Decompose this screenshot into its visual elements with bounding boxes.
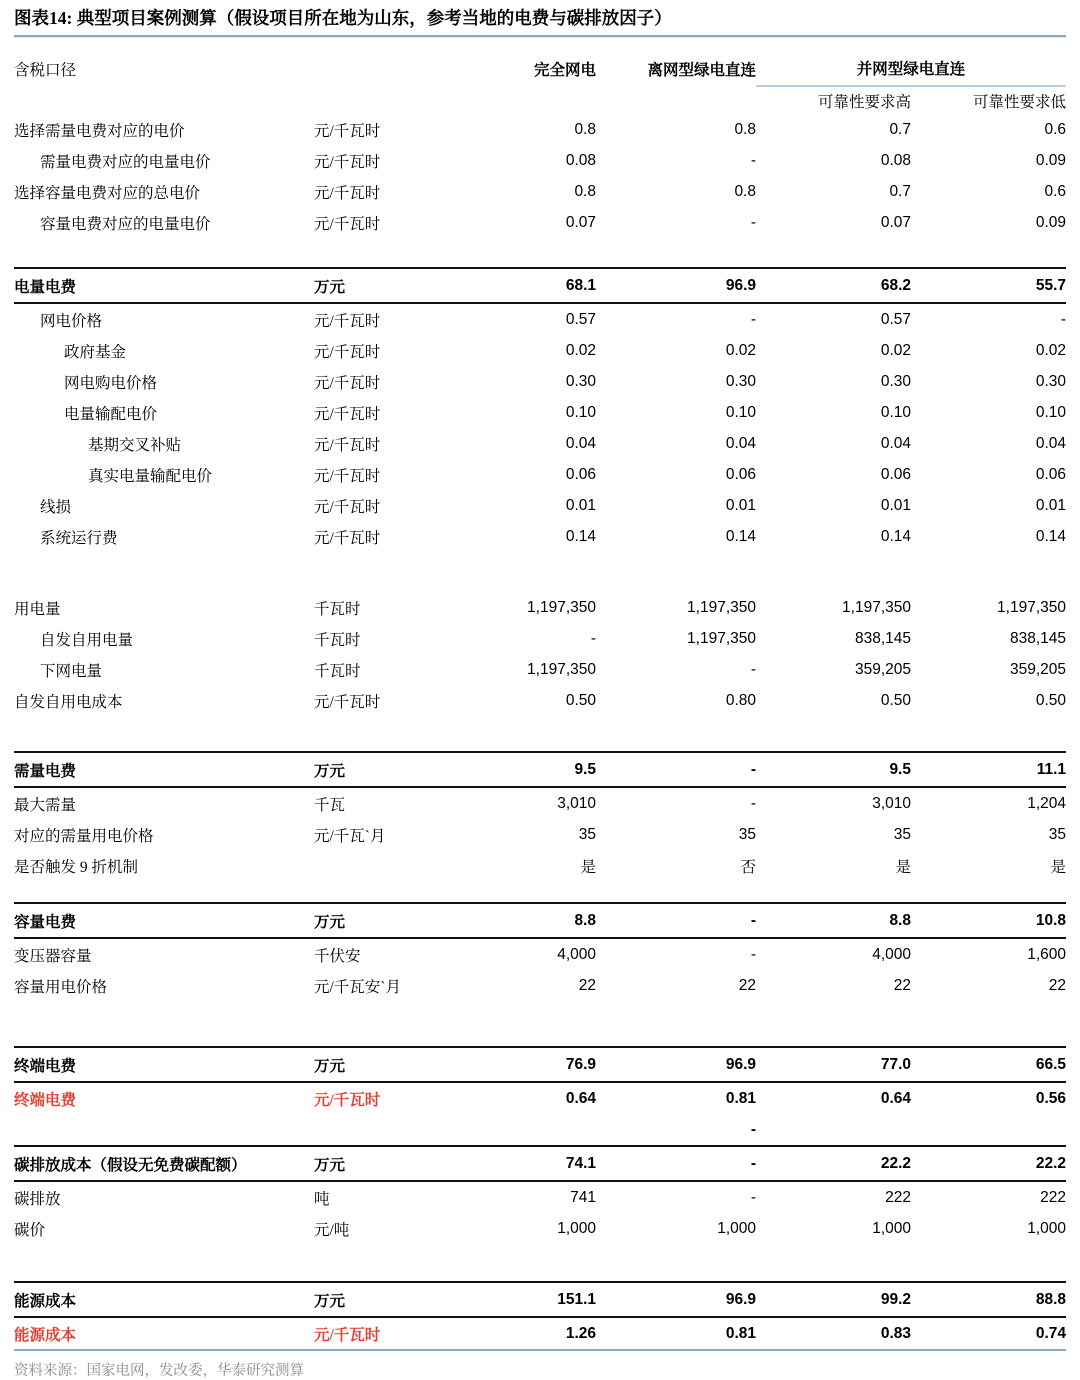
cell-value: 0.57 [565,310,596,328]
cell-value: 35 [578,825,596,843]
cell-value: 否 [740,858,756,876]
col-header-ongrid-low: 可靠性要求低 [973,93,1067,111]
col-header-ongrid-high: 可靠性要求高 [817,93,911,111]
header-empty [314,51,444,86]
row-label: 基期交叉补贴 [88,436,182,454]
row-label: 电量输配电价 [64,405,158,423]
cell-value: 222 [1040,1188,1067,1206]
data-row [14,428,1066,459]
cell-value: 0.14 [725,527,756,545]
row-label: 容量电费 [14,903,314,938]
row-label: 是否触发 9 折机制 [14,858,139,876]
section-row [14,903,1066,938]
cell-value: 96.9 [596,1282,756,1317]
row-unit: 吨 [314,1190,330,1208]
spacer-row [14,1244,1066,1282]
cell-value: 0.10 [1035,403,1067,421]
row-label: 政府基金 [64,343,127,361]
cell-value: 222 [885,1188,911,1206]
cell-value: 1,197,350 [527,660,596,678]
data-row [14,623,1066,654]
cell-value: 3,010 [872,794,911,812]
cell-value: 0.01 [1035,496,1067,514]
data-row [14,1213,1066,1244]
case-table [14,51,1066,1349]
row-unit: 万元 [314,268,444,303]
row-unit: 万元 [314,1282,444,1317]
row-label: 最大需量 [14,796,77,814]
spacer-cell [14,1244,1066,1282]
data-row [14,114,1066,145]
spacer-cell [14,881,1066,903]
cell-value: 0.8 [574,120,596,138]
cell-value: 1,197,350 [527,598,596,616]
cell-value: 0.7 [889,182,911,200]
cell-value: 0.50 [880,691,911,709]
cell-value: 0.81 [725,1324,756,1342]
row-unit: 元/千瓦`月 [314,827,386,845]
cell-value: 68.1 [444,268,596,303]
cell-value: 0.01 [725,496,756,514]
cell-value: 0.04 [725,434,756,452]
cell-value: - [750,151,756,169]
row-label: 网电购电价格 [64,374,158,392]
data-row [14,685,1066,716]
data-row [14,521,1066,552]
section-row [14,1047,1066,1082]
cell-value: 68.2 [756,268,911,303]
cell-value: 0.74 [1035,1324,1067,1342]
cell-value: 0.14 [880,527,911,545]
data-row [14,366,1066,397]
cell-value [756,1114,911,1146]
spacer-row [14,552,1066,592]
cell-value: - [596,752,756,787]
row-label: 能源成本 [14,1326,77,1344]
cell-value: 10.8 [911,903,1066,938]
row-label: 容量电费对应的电量电价 [40,215,211,233]
cell-value: 0.01 [565,496,596,514]
cell-value: 0.50 [1035,691,1067,709]
cell-value: 96.9 [596,268,756,303]
row-label: 下网电量 [40,662,103,680]
row-label: 能源成本 [14,1282,314,1317]
row-label: 线损 [40,498,72,516]
cell-value: 99.2 [756,1282,911,1317]
title-rule [14,35,1066,38]
cell-value: 0.81 [725,1089,756,1107]
row-unit: 元/千瓦安`月 [314,978,401,996]
figure-label: 图表14: [14,8,73,28]
cell-value: 0.83 [880,1324,911,1342]
row-unit: 元/千瓦时 [314,153,381,171]
cell-value: 838,145 [1009,629,1067,647]
data-row [14,592,1066,623]
cell-value: 838,145 [854,629,911,647]
cell-value: - [750,660,756,678]
row-unit: 元/千瓦时 [314,343,381,361]
row-unit: 千瓦 [314,796,346,814]
cell-value: 0.06 [725,465,756,483]
cell-value: 0.30 [880,372,911,390]
row-unit: 元/千瓦时 [314,529,381,547]
section-row [14,1146,1066,1181]
data-row [14,303,1066,335]
header-row-2 [14,86,1066,114]
cell-value: 0.56 [1035,1089,1067,1107]
row-label: 选择容量电费对应的总电价 [14,184,201,202]
cell-value: 88.8 [911,1282,1066,1317]
col-header-offgrid: 离网型绿电直连 [647,61,756,79]
row-label: 系统运行费 [40,529,118,547]
cell-value: 9.5 [444,752,596,787]
data-row [14,1317,1066,1349]
cell-value: - [750,1120,756,1138]
row-unit: 元/千瓦时 [314,215,381,233]
table-body [14,114,1066,1349]
row-unit [314,850,444,881]
cell-value: 0.07 [880,213,911,231]
cell-value: 1,197,350 [687,598,756,616]
row-label: 真实电量输配电价 [88,467,213,485]
cell-value: 1,204 [1027,794,1067,812]
cell-value [911,1114,1066,1146]
row-label: 碳价 [14,1221,46,1239]
row-label: 需量电费 [14,752,314,787]
row-label: 自发自用电成本 [14,693,123,711]
cell-value: 1,000 [1027,1219,1067,1237]
cell-value: 0.04 [880,434,911,452]
cell-value: 22 [1048,976,1067,994]
row-unit [314,1114,444,1146]
row-label: 碳排放 [14,1190,61,1208]
spacer-cell [14,1001,1066,1047]
data-row [14,787,1066,819]
cell-value: 0.10 [880,403,911,421]
header-empty [14,86,756,114]
data-row [14,1114,1066,1146]
cell-value: 76.9 [444,1047,596,1082]
cell-value: 0.08 [565,151,596,169]
row-unit: 千伏安 [314,947,361,965]
cell-value: - [590,629,596,647]
cell-value: 1,000 [872,1219,911,1237]
spacer-row [14,881,1066,903]
cell-value: 8.8 [756,903,911,938]
cell-value: 0.06 [565,465,596,483]
cell-value: 0.7 [889,120,911,138]
cell-value: 0.07 [565,213,596,231]
cell-value: 0.8 [734,120,756,138]
cell-value: 0.09 [1035,213,1067,231]
cell-value: 77.0 [756,1047,911,1082]
cell-value: 0.6 [1044,120,1067,138]
spacer-cell [14,552,1066,592]
spacer-row [14,1001,1066,1047]
cell-value: 0.06 [880,465,911,483]
data-row [14,459,1066,490]
source-note: 资料来源：国家电网，发改委，华泰研究测算 [14,1363,304,1379]
row-label: 终端电费 [14,1091,77,1109]
row-label [14,1114,314,1146]
cell-value: 96.9 [596,1047,756,1082]
cell-value: 0.02 [880,341,911,359]
cell-value: 0.64 [880,1089,911,1107]
cell-value: 1.26 [565,1324,596,1342]
figure-title-text: 典型项目案例测算（假设项目所在地为山东，参考当地的电费与碳排放因子） [76,8,672,28]
cell-value: - [1060,310,1067,328]
row-label: 终端电费 [14,1047,314,1082]
row-unit: 元/千瓦时 [314,436,381,454]
data-row [14,819,1066,850]
section-row [14,268,1066,303]
cell-value [444,1114,596,1146]
cell-value: 0.30 [1035,372,1067,390]
header-caliber: 含税口径 [14,61,77,79]
cell-value: - [750,945,756,963]
cell-value: 0.10 [725,403,756,421]
cell-value: 74.1 [444,1146,596,1181]
row-unit: 元/千瓦时 [314,184,381,202]
cell-value: 35 [893,825,911,843]
cell-value: 0.04 [565,434,596,452]
cell-value: 35 [1048,825,1067,843]
cell-value: 9.5 [756,752,911,787]
cell-value: 22 [738,976,756,994]
cell-value: 0.01 [880,496,911,514]
cell-value: 是 [1050,858,1067,876]
cell-value: 0.57 [880,310,911,328]
row-unit: 万元 [314,903,444,938]
row-unit: 元/千瓦时 [314,693,381,711]
row-label: 网电价格 [40,312,103,330]
cell-value: 0.02 [565,341,596,359]
row-unit: 元/千瓦时 [314,405,381,423]
cell-value: 1,197,350 [997,598,1067,616]
cell-value: 0.06 [1035,465,1067,483]
row-unit: 千瓦时 [314,600,361,618]
row-unit: 元/千瓦时 [314,122,381,140]
cell-value: 22.2 [911,1146,1066,1181]
cell-value: 4,000 [872,945,911,963]
row-unit: 元/千瓦时 [314,1326,381,1344]
cell-value: 0.14 [1035,527,1067,545]
cell-value: 8.8 [444,903,596,938]
cell-value: 359,205 [854,660,911,678]
row-unit: 千瓦时 [314,631,361,649]
cell-value: 151.1 [444,1282,596,1317]
cell-value: 66.5 [911,1047,1066,1082]
row-unit: 元/千瓦时 [314,374,381,392]
data-row [14,176,1066,207]
cell-value: 0.30 [565,372,596,390]
cell-value: - [750,794,756,812]
cell-value: 35 [738,825,756,843]
cell-value: 22 [893,976,911,994]
cell-value: 0.09 [1035,151,1067,169]
cell-value: 741 [570,1188,596,1206]
cell-value: 0.30 [725,372,756,390]
data-row [14,938,1066,970]
cell-value: 1,000 [557,1219,596,1237]
cell-value: - [750,310,756,328]
data-row [14,1181,1066,1213]
row-label: 用电量 [14,600,61,618]
row-unit: 元/千瓦时 [314,1091,381,1109]
cell-value: 是 [895,858,911,876]
cell-value: 11.1 [911,752,1066,787]
data-row [14,145,1066,176]
row-label: 电量电费 [14,268,314,303]
cell-value: 0.14 [565,527,596,545]
cell-value: 0.64 [565,1089,596,1107]
section-row [14,1282,1066,1317]
cell-value: 4,000 [557,945,596,963]
row-unit: 元/千瓦时 [314,467,381,485]
row-label: 对应的需量用电价格 [14,827,154,845]
cell-value: 0.04 [1035,434,1067,452]
row-label: 需量电费对应的电量电价 [40,153,211,171]
spacer-cell [14,238,1066,268]
row-unit: 万元 [314,1047,444,1082]
cell-value: 0.50 [565,691,596,709]
data-row [14,490,1066,521]
row-unit: 千瓦时 [314,662,361,680]
cell-value: - [596,1146,756,1181]
cell-value: 0.10 [565,403,596,421]
data-row [14,335,1066,366]
spacer-row [14,238,1066,268]
row-unit: 万元 [314,752,444,787]
cell-value: 0.08 [880,151,911,169]
col-header-ongrid-group: 并网型绿电直连 [756,51,1066,86]
cell-value: 1,600 [1027,945,1067,963]
row-label: 碳排放成本（假设无免费碳配额） [14,1146,314,1181]
cell-value: 55.7 [911,268,1066,303]
data-row [14,1082,1066,1114]
row-label: 容量用电价格 [14,978,108,996]
data-row [14,207,1066,238]
cell-value: 0.6 [1044,182,1067,200]
spacer-row [14,716,1066,752]
cell-value: 0.8 [574,182,596,200]
cell-value: 0.80 [725,691,756,709]
cell-value: 0.02 [1035,341,1067,359]
row-unit: 元/吨 [314,1221,350,1239]
data-row [14,850,1066,881]
figure-title [14,5,1066,35]
data-row [14,970,1066,1001]
header-row-1 [14,51,1066,86]
row-unit: 元/千瓦时 [314,498,381,516]
cell-value: 1,197,350 [687,629,756,647]
row-unit: 元/千瓦时 [314,312,381,330]
section-row [14,752,1066,787]
cell-value: 359,205 [1009,660,1067,678]
row-unit: 万元 [314,1146,444,1181]
cell-value: - [750,1188,756,1206]
cell-value: 1,000 [717,1219,756,1237]
cell-value: 22.2 [756,1146,911,1181]
row-label: 变压器容量 [14,947,92,965]
cell-value: 1,197,350 [842,598,911,616]
cell-value: 0.8 [734,182,756,200]
cell-value: - [750,213,756,231]
row-label: 自发自用电量 [40,631,134,649]
cell-value: - [596,903,756,938]
cell-value: 22 [578,976,596,994]
cell-value: 3,010 [557,794,596,812]
data-row [14,654,1066,685]
row-label: 选择需量电费对应的电价 [14,122,185,140]
spacer-cell [14,716,1066,752]
data-row [14,397,1066,428]
cell-value: 0.02 [725,341,756,359]
cell-value: 是 [580,858,596,876]
col-header-full-grid: 完全网电 [533,61,596,79]
